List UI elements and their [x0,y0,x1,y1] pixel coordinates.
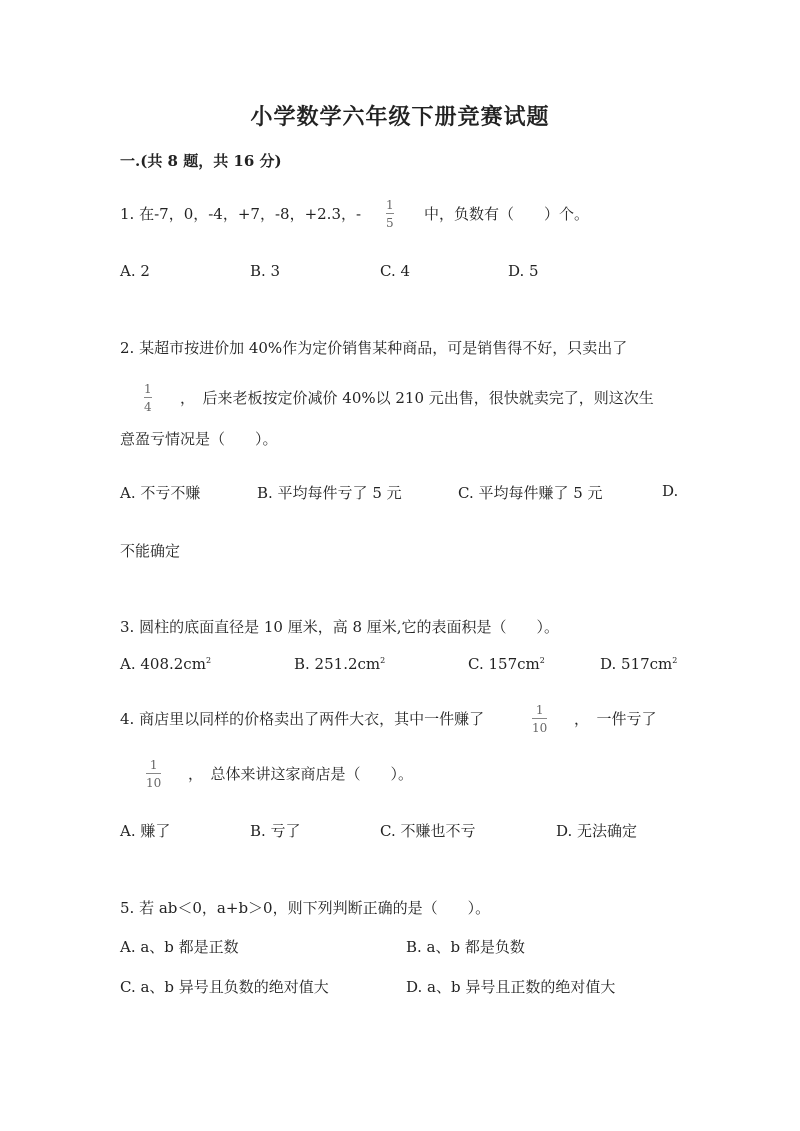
q3-option-b [294,655,385,673]
q2-line2: ， 后来老板按定价减价 40%以 210 元出售，很快就卖完了，则这次生 [180,389,654,407]
q1-text: 1. 在-7，0，-4，+7，-8，+2.3，- [120,205,362,223]
q3-option-a-text: A. 408.2cm [120,655,206,673]
page-title: 小学数学六年级下册竞赛试题 [250,104,550,130]
q3-option-c [468,655,545,673]
q1-fraction [386,198,394,230]
q1-frac-den: 5 [386,216,394,230]
q3-option-d [600,655,677,673]
q1-option-a: A. 2 [120,262,150,280]
q4-option-d: D. 无法确定 [556,822,638,840]
q4-line1: 4. 商店里以同样的价格卖出了两件大衣，其中一件赚了 [120,710,485,728]
q4-frac2-den: 10 [146,776,162,790]
q2-frac-num: 1 [144,382,152,396]
q3-option-b-sup: 2 [380,656,386,665]
q3-line1: 3. 圆柱的底面直径是 10 厘米，高 8 厘米,它的表面积是（ ）。 [120,618,560,636]
fraction-bar [532,718,547,719]
fraction-bar [146,773,161,774]
q5-option-b: B. a、b 都是负数 [406,938,525,956]
q4-line1-post: ， 一件亏了 [574,710,657,728]
q4-line2: ， 总体来讲这家商店是（ ）。 [188,765,414,783]
q4-frac1-num: 1 [535,703,544,717]
q2-line1: 2. 某超市按进价加 40%作为定价销售某种商品，可是销售得不好，只卖出了 [120,339,628,357]
q5-option-d: D. a、b 异号且正数的绝对值大 [406,978,616,996]
q4-frac2-num: 1 [149,758,158,772]
q3-option-b-text: B. 251.2cm [294,655,381,673]
q4-fraction-1 [532,703,547,735]
q3-option-a-sup: 2 [205,656,212,665]
q2-option-d-cont: 不能确定 [120,542,181,560]
q5-option-c: C. a、b 异号且负数的绝对值大 [120,978,329,996]
q2-line3: 意盈亏情况是（ ）。 [120,430,278,448]
q4-option-b: B. 亏了 [250,822,301,840]
fraction-bar [144,397,152,398]
q4-option-a: A. 赚了 [120,822,171,840]
q1-text-post: 中，负数有（ ）个。 [424,205,590,223]
q2-option-a: A. 不亏不赚 [120,484,201,502]
q2-frac-den: 4 [144,400,152,414]
q3-option-c-text: C. 157cm [468,655,540,673]
fraction-bar [386,213,394,214]
q3-option-a [120,655,211,673]
q4-frac1-den: 10 [532,721,548,735]
q3-option-c-sup: 2 [539,656,545,665]
q3-option-d-text: D. 517cm [600,655,673,673]
q1-frac-num: 1 [386,198,394,212]
q2-option-b: B. 平均每件亏了 5 元 [257,484,402,502]
q3-option-d-sup: 2 [672,656,678,665]
section-header: 一.(共 8 题，共 16 分) [120,152,282,170]
q2-option-c: C. 平均每件赚了 5 元 [458,484,603,502]
q4-fraction-2 [146,758,161,790]
q2-option-d: D. [662,482,679,500]
q1-option-d: D. 5 [508,262,539,280]
q5-option-a: A. a、b 都是正数 [120,938,239,956]
q1-option-c: C. 4 [380,262,411,280]
q5-line1: 5. 若 ab＜0，a+b＞0，则下列判断正确的是（ ）。 [120,899,491,917]
q1-option-b: B. 3 [250,262,281,280]
q2-fraction [144,382,152,414]
q4-option-c: C. 不赚也不亏 [380,822,476,840]
